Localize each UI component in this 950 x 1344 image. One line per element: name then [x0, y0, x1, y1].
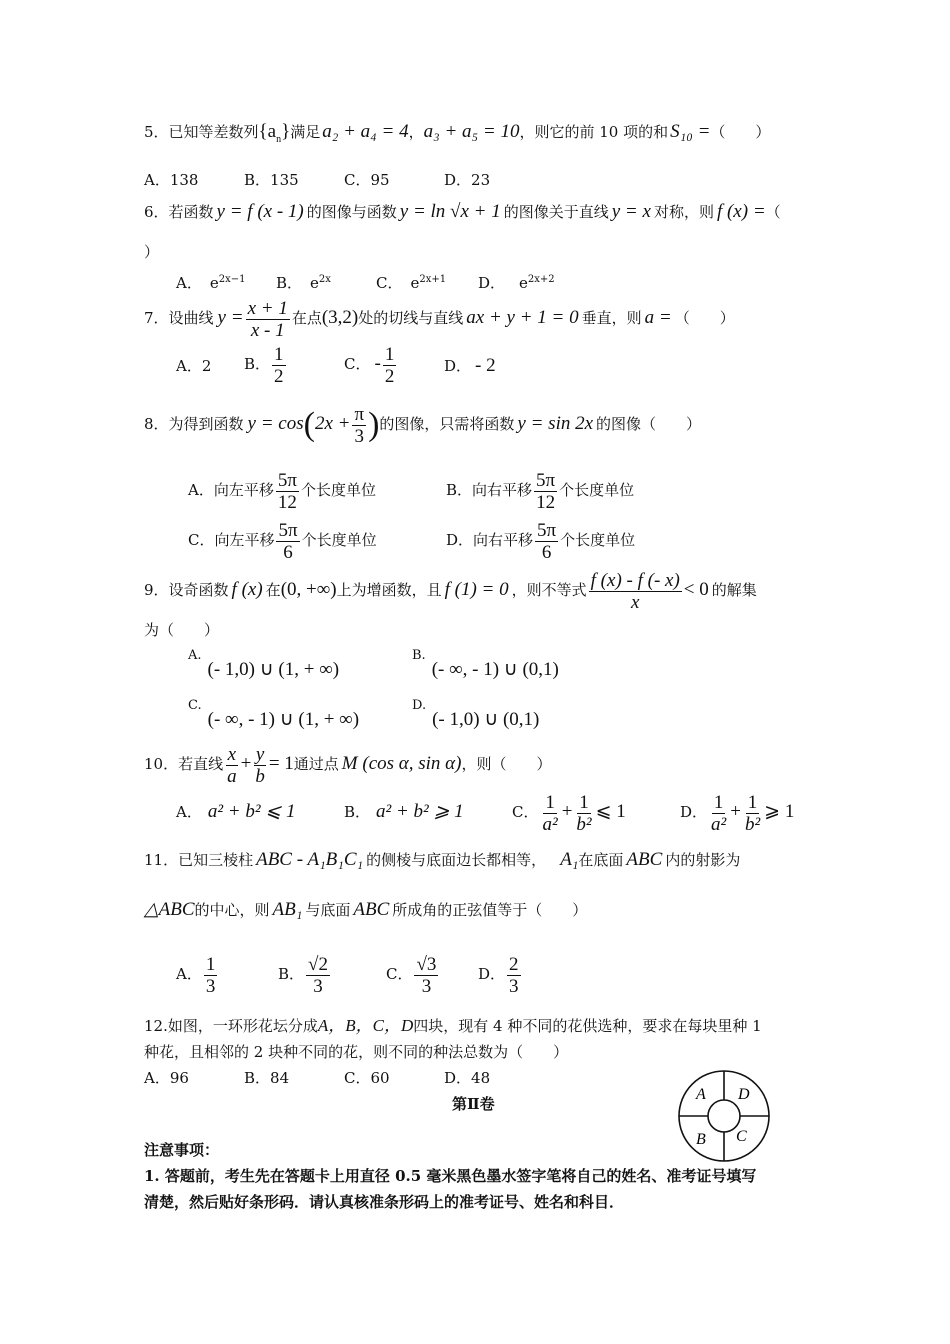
- q9-stem: 9．设奇函数 f (x) 在(0, +∞)上为增函数，且 f (1) = 0 ，则不等式 $\frac{f (x) - f (- x)}{x}$ < 0 的解集: [144, 569, 757, 613]
- notice-title: 注意事项：: [144, 1141, 220, 1159]
- q9-option-a: A.(- 1,0) ∪ (1, + ∞): [188, 648, 340, 680]
- q10-option-c: C． $\frac{1}{\text{a²}}$ + $\frac{1}{\text{b²}}$ ⩽ 1: [512, 791, 626, 835]
- q9-option-c: C.(- ∞, - 1) ∪ (1, + ∞): [188, 698, 360, 730]
- q5-option-d: D．23: [444, 171, 491, 189]
- q12-option-c: C．60: [344, 1069, 390, 1087]
- section-title: 第Ⅱ卷: [452, 1095, 495, 1113]
- q10-stem: 10．若直线 $\frac{x}{a}$ + $\frac{y}{b}$ = 1通过点 M (cos α, sin α)，则（ ）: [144, 743, 552, 787]
- q12-option-d: D．48: [444, 1069, 491, 1087]
- q9-option-d: D.(- 1,0) ∪ (0,1): [412, 698, 540, 730]
- q5-option-c: C．95: [344, 171, 390, 189]
- q11-option-b: B． $\frac{√2}{3}$: [278, 953, 328, 997]
- q12-stem-line2: 种花，且相邻的 2 块种不同的花，则不同的种法总数为（ ）: [144, 1043, 569, 1061]
- q11-stem-line2: △ABC的中心，则 AB₁ 与底面 ABC 所成角的正弦值等于（ ）: [144, 899, 588, 920]
- region-d-label: D: [738, 1086, 750, 1103]
- q7-fraction: $\frac{x + 1}{x - 1}$: [247, 297, 288, 341]
- q7-y-eq: y =: [217, 307, 244, 328]
- q8-y-eq: y = cos: [247, 413, 304, 434]
- q6-option-c: C． $e^{2x+1}$: [376, 274, 447, 292]
- q8-option-b: B．向右平移 $\frac{5\pi}{12}$ 个长度单位: [446, 469, 635, 513]
- q5-expr2: a₃ + a₅ = 10: [423, 121, 520, 142]
- q6-option-a: A． $e^{2x-1}$: [176, 274, 246, 292]
- q7-option-d: D． - 2: [444, 355, 496, 376]
- q6-option-b: B． $e^{2x}$: [276, 274, 331, 292]
- q12-stem: 12.如图，一环形花坛分成A，B，C，D四块，现有 4 种不同的花供选种，要求在每块里种 1: [144, 1016, 762, 1035]
- q10-option-b: B． a² + b² ⩾ 1: [344, 801, 464, 822]
- q7-stem: 7．设曲线 y = $\frac{x + 1}{x - 1}$ 在点(3,2)处的切线与直线 ax + y + 1 = 0 垂直，则 a = （ ）: [144, 297, 735, 341]
- q9-stem-line2: 为（ ）: [144, 621, 220, 639]
- q7-point: (3,2): [321, 307, 359, 328]
- q6-f1: y = f (x - 1): [216, 201, 304, 222]
- q11-option-c: C． $\frac{√3}{3}$: [386, 953, 437, 997]
- q7-line-eq: ax + y + 1 = 0: [466, 307, 579, 328]
- q7-option-b: B． $\frac{1}{2}$: [244, 343, 284, 387]
- notice-line-2: 清楚，然后贴好条形码．请认真核准条形码上的准考证号、姓名和科目．: [144, 1193, 625, 1211]
- q6-stem: 6．若函数 y = f (x - 1) 的图像与函数 y = ln √x + 1 的图像关于直线 y = x 对称，则 f (x) =（: [144, 201, 781, 222]
- q8-option-c: C．向左平移 $\frac{5\pi}{6}$ 个长度单位: [188, 519, 377, 563]
- flower-bed-diagram: [676, 1068, 772, 1164]
- q11-stem: 11．已知三棱柱 ABC - A₁B₁C₁ 的侧棱与底面边长都相等， A₁在底面 ABC 内的射影为: [144, 849, 741, 870]
- q5-expr3: S₁₀ =: [670, 121, 711, 142]
- q6-option-d: D． $e^{2x+2}$: [478, 274, 555, 292]
- region-c-label: C: [736, 1128, 747, 1145]
- q5-prefix: 5．已知等差数列: [144, 123, 259, 141]
- q6-f3: y = x: [611, 201, 651, 222]
- q8-stem: 8．为得到函数 y = cos(2x + $\frac{\pi}{3}$ )的图像，只需将函数 y = sin 2x 的图像（ ）: [144, 403, 702, 447]
- q11-option-a: A． $\frac{1}{3}$: [176, 953, 216, 997]
- q5-option-b: B．135: [244, 171, 299, 189]
- q10-option-d: D． $\frac{1}{\text{a²}}$ + $\frac{1}{\text{b²}}$ ⩾ 1: [680, 791, 795, 835]
- q6-f4: f (x) =: [716, 201, 766, 222]
- region-b-label: B: [696, 1131, 706, 1148]
- q7-a-eq: a =: [644, 307, 672, 328]
- q10-option-a: A． a² + b² ⩽ 1: [176, 801, 296, 822]
- q8-option-d: D．向右平移 $\frac{5\pi}{6}$ 个长度单位: [446, 519, 636, 563]
- q11-option-d: D． $\frac{2}{3}$: [478, 953, 519, 997]
- q7-option-c: C． - $\frac{1}{2}$: [344, 343, 395, 387]
- q6-paren-close: ）: [144, 243, 160, 261]
- q6-f2: y = ln √x + 1: [399, 201, 501, 222]
- q5-sequence: $\{a_n\}$: [258, 121, 291, 145]
- q12-option-a: A．96: [144, 1069, 189, 1087]
- region-a-label: A: [696, 1086, 706, 1103]
- q5-option-a: A．138: [144, 171, 199, 189]
- q8-g: y = sin 2x: [517, 413, 594, 434]
- notice-line-1: 1. 答题前，考生先在答题卡上用直径 0.5 毫米黑色墨水签字笔将自己的姓名、准考证号填写: [144, 1167, 757, 1185]
- q7-option-a: A．2: [176, 357, 212, 375]
- q8-option-a: A．向左平移 $\frac{5\pi}{12}$ 个长度单位: [188, 469, 376, 513]
- q5-stem: 5．已知等差数列$\{a_n\}$满足 a₂ + a₄ = 4，a₃ + a₅ = 10，则它的前 10 项的和 S₁₀ =（ ）: [144, 121, 771, 145]
- q9-option-b: B.(- ∞, - 1) ∪ (0,1): [412, 648, 559, 680]
- q12-option-b: B．84: [244, 1069, 290, 1087]
- q5-expr1: a₂ + a₄ = 4: [322, 121, 409, 142]
